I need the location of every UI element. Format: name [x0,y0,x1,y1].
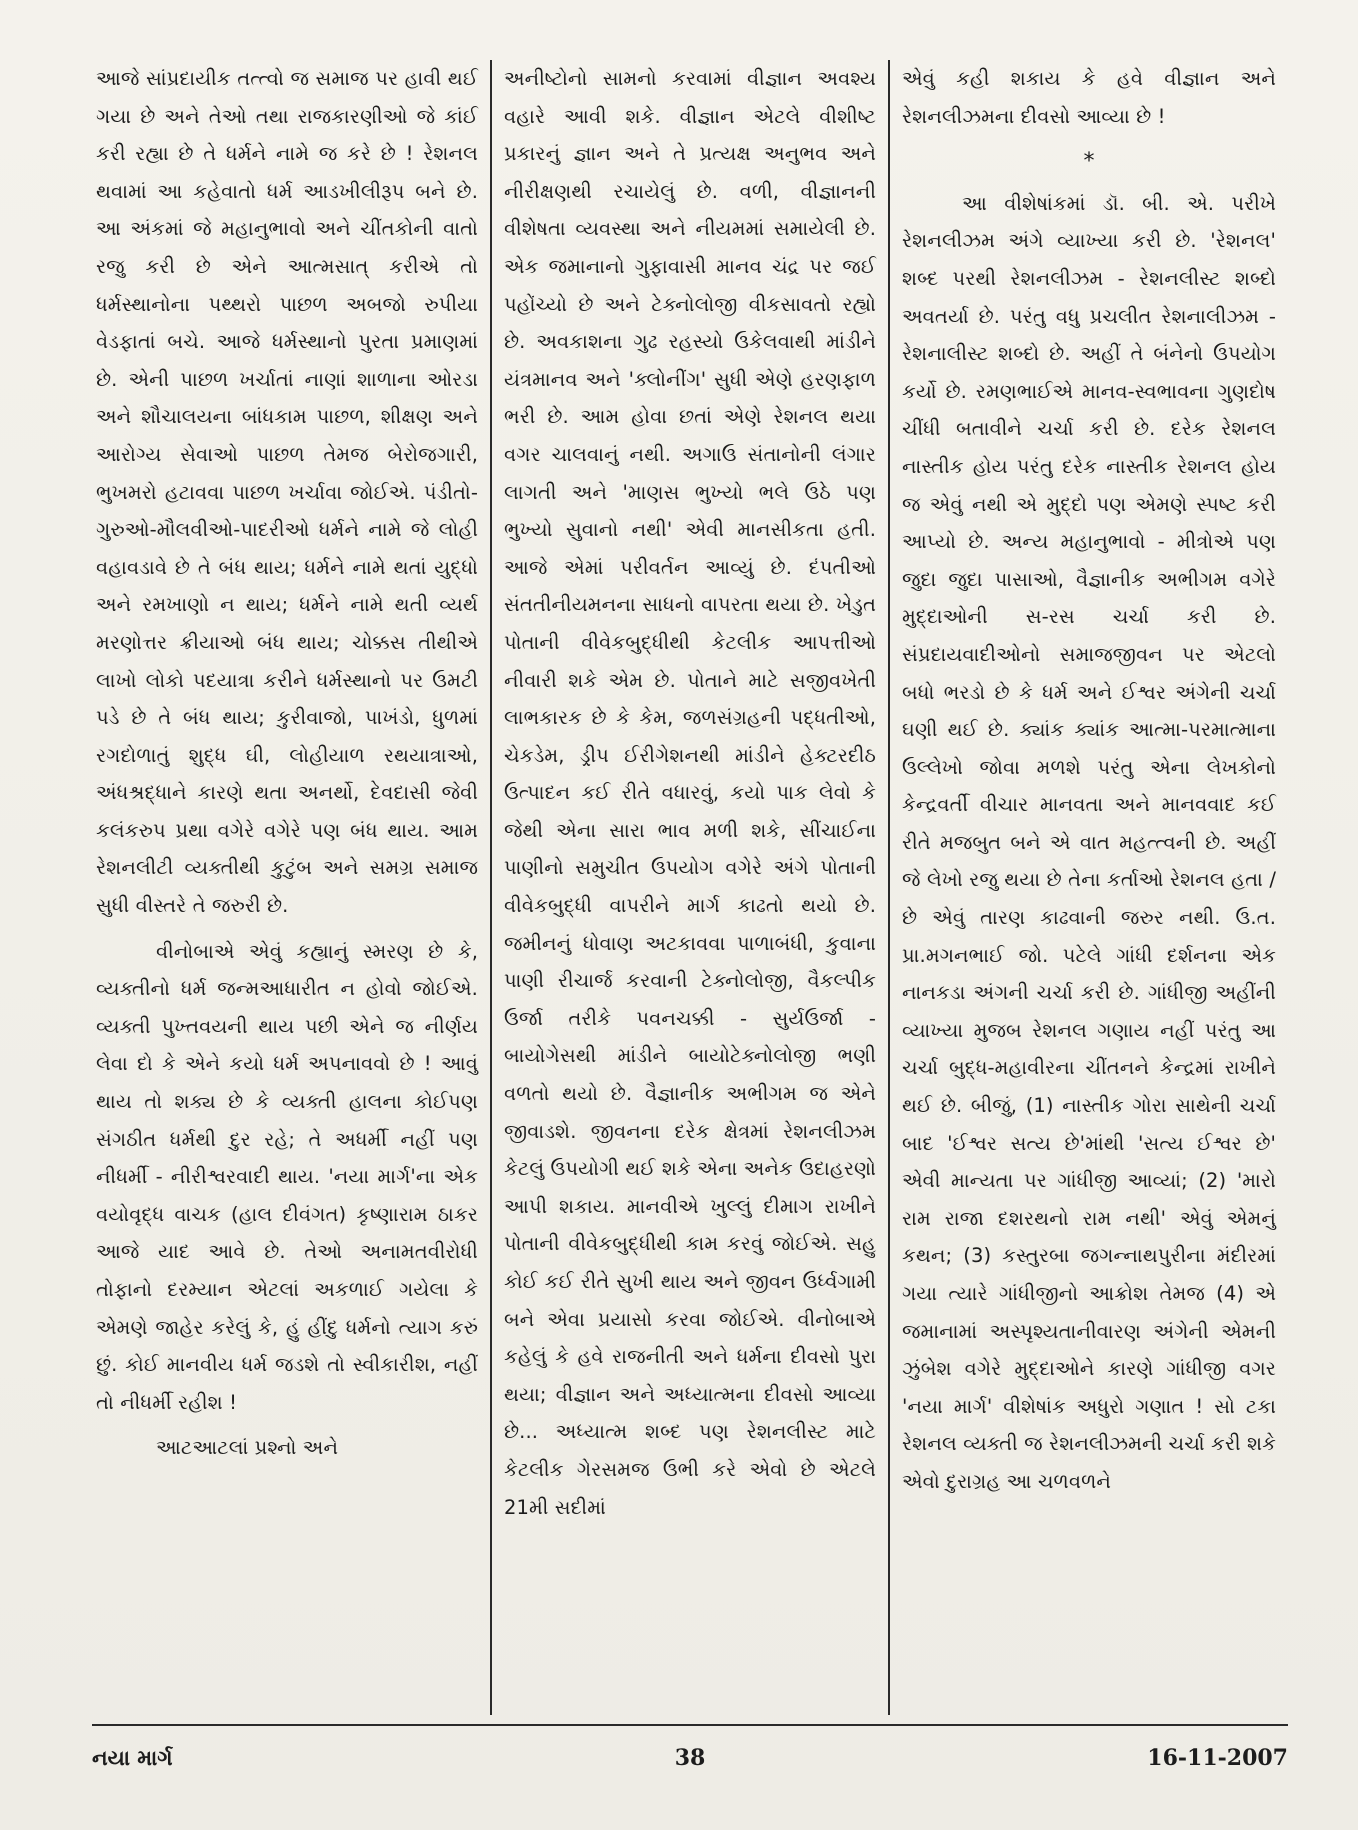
column-1 [92,60,490,1715]
paragraph: વીનોબાએ એવું કહ્યાનું સ્મરણ છે કે, વ્યક્તીનો ધર્મ જન્મઆધારીત ન હોવો જોઈએ. વ્યક્તી પુખ્તવયની થાય પછી એને જ નીર્ણય લેવા દો કે એને કયો ધર્મ અપનાવવો છે ! આવું થાય તો શક્ય છે કે વ્યક્તી હાલના કોઈપણ સંગઠીત ધર્મથી દુર રહે; તે અધર્મી નહીં પણ નીધર્મી - નીરીશ્વરવાદી થાય. 'નયા માર્ગ'ના એક વયોવૃદ્ધ વાચક (હાલ દીવંગત) કૃષ્ણારામ ઠાકર આજે યાદ આવે છે. તેઓ અનામતવીરોધી તોફાનો દરમ્યાન એટલાં અકળાઈ ગયેલા કે એમણે જાહેર કરેલું કે, હું હીંદુ ધર્મનો ત્યાગ કરું છું. કોઈ માનવીય ધર્મ જડશે તો સ્વીકારીશ, નહીં તો નીધર્મી રહીશ ! [96,939,478,1414]
paragraph: એવું કહી શકાય કે હવે વીજ્ઞાન અને રેશનલીઝમના દીવસો આવ્યા છે ! [902,67,1276,128]
issue-date: 16-11-2007 [1147,1745,1288,1771]
column-2 [490,60,890,1715]
publication-name: નયા માર્ગ [92,1745,173,1770]
footer-divider [92,1724,1288,1726]
paragraph: આજે સાંપ્રદાયીક તત્ત્વો જ સમાજ પર હાવી થઈ ગયા છે અને તેઓ તથા રાજકારણીઓ જે કાંઈ કરી રહ્યા છે તે ધર્મને નામે જ કરે છે ! રેશનલ થવામાં આ કહેવાતો ધર્મ આડખીલીરૂપ બને છે. આ અંકમાં જે મહાનુભાવો અને ચીંતકોની વાતો રજુ કરી છે એને આત્મસાત્ કરીએ તો ધર્મસ્થાનોના પથ્થરો પાછળ અબજો રુપીયા વેડફાતાં બચે. આજે ધર્મસ્થાનો પુરતા પ્રમાણમાં છે. એની પાછળ ખર્ચાતાં નાણાં શાળાના ઓરડા અને શૌચાલયના બાંધકામ પાછળ, શીક્ષણ અને આરોગ્ય સેવાઓ પાછળ તેમજ બેરોજગારી, ભુખમરો હટાવવા પાછળ ખર્ચાવા જોઈએ. પંડીતો-ગુરુઓ-મૌલવીઓ-પાદરીઓ ધર્મને નામે જે લોહી વહાવડાવે છે તે બંધ થાય; ધર્મને નામે થતાં યુદ્ધો અને રમખાણો ન થાય; ધર્મને નામે થતી વ્યર્થ મરણોત્તર ક્રીયાઓ બંધ થાય; ચોક્કસ તીથીએ લાખો લોકો પદયાત્રા કરીને ધર્મસ્થાનો પર ઉમટી પડે છે તે બંધ થાય; કુરીવાજો, પાખંડો, ધુળમાં રગદોળાતું શુદ્ધ ઘી, લોહીયાળ રથયાત્રાઓ, અંધશ્રદ્ધાને કારણે થતા અનર્થો, દેવદાસી જેવી કલંકરુપ પ્રથા વગેરે વગેરે પણ બંધ થાય. આમ રેશનલીટી વ્યક્તીથી કુટુંબ અને સમગ્ર સમાજ સુધી વીસ્તરે તે જરુરી છે. [96,67,478,918]
page-footer [92,1738,1288,1778]
column-3 [890,60,1288,1715]
page-number: 38 [674,1745,706,1771]
paragraph: આ વીશેષાંકમાં ડૉ. બી. એ. પરીખે રેશનલીઝમ અંગે વ્યાખ્યા કરી છે. 'રેશનલ' શબ્દ પરથી રેશનલીઝમ - રેશનલીસ્ટ શબ્દો અવતર્યા છે. પરંતુ વધુ પ્રચલીત રેશનાલીઝમ - રેશનાલીસ્ટ શબ્દો છે. અહીં તે બંનેનો ઉપયોગ કર્યો છે. રમણભાઈએ માનવ-સ્વભાવના ગુણદોષ ચીંધી બતાવીને ચર્ચા કરી છે. દરેક રેશનલ નાસ્તીક હોય પરંતુ દરેક નાસ્તીક રેશનલ હોય જ એવું નથી એ મુદ્દો પણ એમણે સ્પષ્ટ કરી આપ્યો છે. અન્ય મહાનુભાવો - મીત્રોએ પણ જુદા જુદા પાસાઓ, વૈજ્ઞાનીક અભીગમ વગેરે મુદ્દાઓની સ-રસ ચર્ચા કરી છે. સંપ્રદાયવાદીઓનો સમાજજીવન પર એટલો બધો ભરડો છે કે ધર્મ અને ઈશ્વર અંગેની ચર્ચા ઘણી થઈ છે. ક્યાંક ક્યાંક આત્મા-પરમાત્માના ઉલ્લેખો જોવા મળશે પરંતુ એના લેખકોનો કેન્દ્રવર્તી વીચાર માનવતા અને માનવવાદ કઈ રીતે મજબુત બને એ વાત મહત્ત્વની છે. અહીં જે લેખો રજુ થયા છે તેના કર્તાઓ રેશનલ હતા / છે એવું તારણ કાઢવાની જરુર નથી. ઉ.ત. પ્રા.મગનભાઈ જો. પટેલે ગાંધી દર્શનના એક નાનકડા અંગની ચર્ચા કરી છે. ગાંધીજી અહીંની વ્યાખ્યા મુજબ રેશનલ ગણાય નહીં પરંતુ આ ચર્ચા બુદ્ધ-મહાવીરના ચીંતનને કેન્દ્રમાં રાખીને થઈ છે. બીજું, (1) નાસ્તીક ગોરા સાથેની ચર્ચા બાદ 'ઈશ્વર સત્ય છે'માંથી 'સત્ય ઈશ્વર છે' એવી માન્યતા પર ગાંધીજી આવ્યાં; (2) 'મારો રામ રાજા દશરથનો રામ નથી' એવું એમનું કથન; (3) કસ્તુરબા જગન્નાથપુરીના મંદીરમાં ગયા ત્યારે ગાંધીજીનો આક્રોશ તેમજ (4) એ જમાનામાં અસ્પૃશ્યતાનીવારણ અંગેની એમની ઝુંબેશ વગેરે મુદ્દાઓને કારણે ગાંધીજી વગર 'નયા માર્ગ' વીશેષાંક અધુરો ગણાત ! સો ટકા રેશનલ વ્યક્તી જ રેશનલીઝમની ચર્ચા કરી શકે એવો દુરાગ્રહ આ ચળવળને [902,191,1276,1493]
paragraph: અનીષ્ટોનો સામનો કરવામાં વીજ્ઞાન અવશ્ય વહારે આવી શકે. વીજ્ઞાન એટલે વીશીષ્ટ પ્રકારનું જ્ઞાન અને તે પ્રત્યક્ષ અનુભવ અને નીરીક્ષણથી રચાયેલું છે. વળી, વીજ્ઞાનની વીશેષતા વ્યવસ્થા અને નીયમમાં સમાયેલી છે. એક જમાનાનો ગુફાવાસી માનવ ચંદ્ર પર જઈ પહોંચ્યો છે અને ટેક્નોલોજી વીકસાવતો રહ્યો છે. અવકાશના ગુઢ રહસ્યો ઉકેલવાથી માંડીને યંત્રમાનવ અને 'ક્લોનીંગ' સુધી એણે હરણફાળ ભરી છે. આમ હોવા છતાં એણે રેશનલ થયા વગર ચાલવાનું નથી. અગાઉ સંતાનોની લંગાર લાગતી અને 'માણસ ભુખ્યો ભલે ઉઠે પણ ભુખ્યો સુવાનો નથી' એવી માનસીકતા હતી. આજે એમાં પરીવર્તન આવ્યું છે. દંપતીઓ સંતતીનીયમનના સાધનો વાપરતા થયા છે. ખેડુત પોતાની વીવેકબુદ્ધીથી કેટલીક આપત્તીઓ નીવારી શકે એમ છે. પોતાને માટે સજીવખેતી લાભકારક છે કે કેમ, જળસંગ્રહની પદ્ધતીઓ, ચેકડેમ, ડ્રીપ ઈરીગેશનથી માંડીને હેક્ટરદીઠ ઉત્પાદન કઈ રીતે વધારવું, કયો પાક લેવો કે જેથી એના સારા ભાવ મળી શકે, સીંચાઈના પાણીનો સમુચીત ઉપયોગ વગેરે અંગે પોતાની વીવેકબુદ્ધી વાપરીને માર્ગ કાઢતો થયો છે. જમીનનું ધોવાણ અટકાવવા પાળાબંધી, કુવાના પાણી રીચાર્જ કરવાની ટેક્નોલોજી, વૈકલ્પીક ઉર્જા તરીકે પવનચક્કી - સુર્યઉર્જા - બાયોગેસથી માંડીને બાયોટેક્નોલોજી ભણી વળતો થયો છે. વૈજ્ઞાનીક અભીગમ જ એને જીવાડશે. જીવનના દરેક ક્ષેત્રમાં રેશનલીઝમ કેટલું ઉપયોગી થઈ શકે એના અનેક ઉદાહરણો આપી શકાય. માનવીએ ખુલ્લું દીમાગ રાખીને પોતાની વીવેકબુદ્ધીથી કામ કરવું જોઈએ. સહુ કોઈ કઈ રીતે સુખી થાય અને જીવન ઉર્ધ્વગામી બને એવા પ્રયાસો કરવા જોઈએ. વીનોબાએ કહેલું કે હવે રાજનીતી અને ધર્મના દીવસો પુરા થયા; વીજ્ઞાન અને અધ્યાત્મના દીવસો આવ્યા છે... અધ્યાત્મ શબ્દ પણ રેશનલીસ્ટ માટે કેટલીક ગેરસમજ ઉભી કરે એવો છે એટલે 21મી સદીમાં [504,67,876,1519]
section-separator: * [1083,149,1095,175]
paragraph: આટઆટલાં પ્રશ્નો અને [156,1436,339,1460]
article-columns [92,60,1288,1715]
